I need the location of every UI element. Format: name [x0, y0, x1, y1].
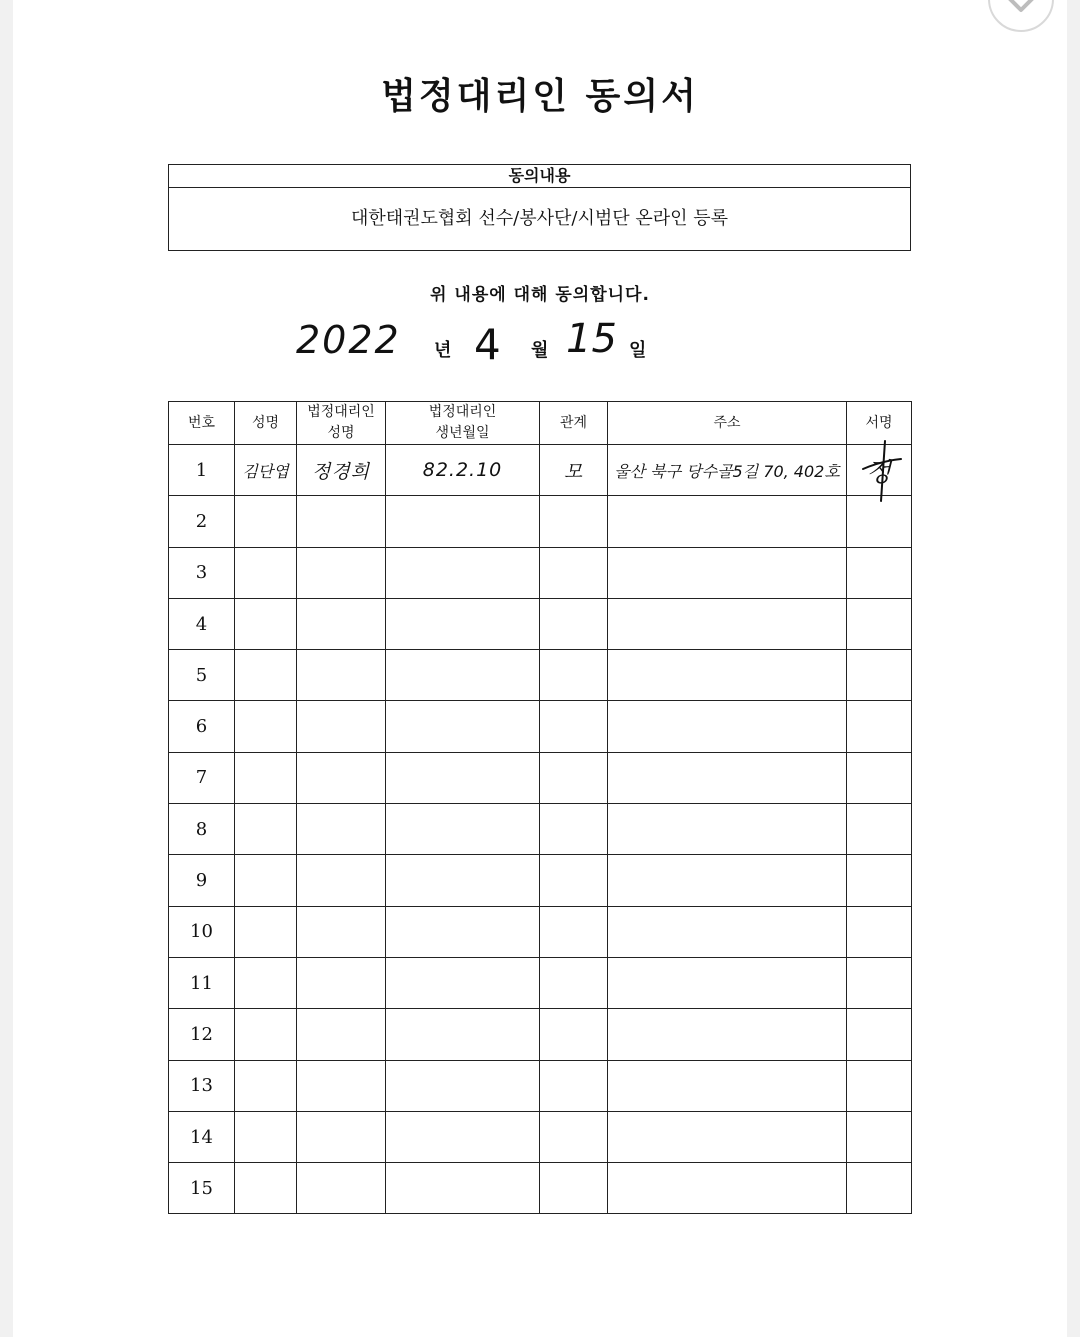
cell-signature: [847, 752, 912, 803]
cell-no: 2: [169, 496, 235, 547]
cell-birth: [386, 496, 540, 547]
table-row: [169, 1009, 912, 1060]
cell-name: [235, 1163, 297, 1214]
cell-no: 15: [169, 1163, 235, 1214]
cell-guardian-name: [297, 752, 386, 803]
cell-address: [608, 1111, 847, 1162]
cell-birth: [386, 1009, 540, 1060]
cell-name: [235, 957, 297, 1008]
agree-statement: 위 내용에 대해 동의합니다.: [430, 285, 650, 305]
cell-birth: [386, 598, 540, 649]
cell-no: 1: [169, 445, 235, 496]
cell-birth: [386, 855, 540, 906]
cell-guardian-name: [297, 547, 386, 598]
cell-relation: [540, 496, 608, 547]
cell-guardian-name: [297, 1111, 386, 1162]
table-row: [169, 906, 912, 957]
cell-no: 3: [169, 547, 235, 598]
cell-signature: [847, 445, 912, 496]
cell-address: [608, 701, 847, 752]
cell-guardian-name: [297, 957, 386, 1008]
table-row: [169, 752, 912, 803]
cell-name: [235, 855, 297, 906]
cell-relation: [540, 1163, 608, 1214]
cell-relation: [540, 752, 608, 803]
cell-no: 13: [169, 1060, 235, 1111]
cell-address: [608, 1060, 847, 1111]
header-no: 번호: [169, 402, 235, 445]
consent-box: [168, 164, 911, 251]
cell-birth: [386, 957, 540, 1008]
cell-signature: [847, 598, 912, 649]
cell-guardian-name: [297, 1163, 386, 1214]
date-day-handwritten: 15: [566, 316, 617, 362]
cell-name: [235, 496, 297, 547]
cell-address: [608, 906, 847, 957]
header-address: 주소: [608, 402, 847, 445]
date-month-handwritten: 4: [474, 320, 501, 369]
cell-name: [235, 1111, 297, 1162]
cell-relation: [540, 547, 608, 598]
cell-no: 10: [169, 906, 235, 957]
signature-stroke: [851, 435, 911, 505]
header-signature: 서명: [847, 402, 912, 445]
table-row: [169, 957, 912, 1008]
cell-relation: [540, 1111, 608, 1162]
header-guardian-birth: [386, 402, 540, 445]
cell-relation: [540, 445, 608, 496]
cell-no: 7: [169, 752, 235, 803]
cell-relation: [540, 957, 608, 1008]
cell-relation: [540, 598, 608, 649]
cell-birth: [386, 650, 540, 701]
cell-relation: [540, 855, 608, 906]
table-row: [169, 1060, 912, 1111]
header-name: 성명: [235, 402, 297, 445]
cell-name: [235, 701, 297, 752]
table-row: [169, 650, 912, 701]
table-row: [169, 1163, 912, 1214]
cell-name-handwritten: 김단엽: [242, 461, 289, 481]
cell-address: [608, 804, 847, 855]
cell-guardian-name: [297, 598, 386, 649]
cell-name: [235, 598, 297, 649]
cell-no: 5: [169, 650, 235, 701]
close-button[interactable]: [988, 0, 1054, 32]
cell-name: [235, 804, 297, 855]
cell-birth: [386, 547, 540, 598]
cell-signature: [847, 1163, 912, 1214]
cell-guardian-name: [297, 650, 386, 701]
date-month-label: 월: [531, 340, 549, 361]
cell-signature: [847, 547, 912, 598]
cell-signature: [847, 855, 912, 906]
cell-address: [608, 1163, 847, 1214]
guardian-roster-table: [168, 401, 912, 1214]
cell-signature: [847, 1060, 912, 1111]
cell-guardian-name: [297, 1009, 386, 1060]
cell-guardian-name: [297, 906, 386, 957]
cell-address: [608, 598, 847, 649]
table-row: [169, 445, 912, 496]
cell-birth: [386, 752, 540, 803]
cell-birth: [386, 445, 540, 496]
cell-no: 4: [169, 598, 235, 649]
cell-signature: [847, 1111, 912, 1162]
header-guardian-name: [297, 402, 386, 445]
cell-relation: [540, 701, 608, 752]
cell-no: 14: [169, 1111, 235, 1162]
table-row: [169, 496, 912, 547]
cell-name: [235, 445, 297, 496]
cell-birth: [386, 906, 540, 957]
cell-name: [235, 906, 297, 957]
cell-guardian-name: [297, 804, 386, 855]
cell-birth: [386, 1060, 540, 1111]
header-relation: 관계: [540, 402, 608, 445]
header-guardian-birth-line2: 생년월일: [435, 425, 490, 441]
cell-birth-handwritten: 82.2.10: [422, 459, 503, 482]
table-header-row: [169, 402, 912, 445]
consent-text: 대한태권도협회 선수/봉사단/시범단 온라인 등록: [350, 208, 729, 229]
cell-guardian-name-handwritten: 정경희: [311, 460, 371, 483]
cell-guardian-name: [297, 855, 386, 906]
cell-guardian-name: [297, 701, 386, 752]
table-row: [169, 547, 912, 598]
cell-name: [235, 547, 297, 598]
signature-handwritten: 정: [865, 457, 893, 488]
cell-address: [608, 445, 847, 496]
cell-relation: [540, 906, 608, 957]
cell-address: [608, 957, 847, 1008]
cell-address: [608, 855, 847, 906]
cell-signature: [847, 957, 912, 1008]
cell-relation: [540, 1009, 608, 1060]
cell-no: 6: [169, 701, 235, 752]
table-row: [169, 1111, 912, 1162]
close-icon: [990, 0, 1052, 30]
cell-guardian-name: [297, 445, 386, 496]
cell-name: [235, 752, 297, 803]
table-row: [169, 855, 912, 906]
cell-birth: [386, 701, 540, 752]
table-row: [169, 598, 912, 649]
cell-birth: [386, 1163, 540, 1214]
cell-signature: [847, 701, 912, 752]
cell-relation-handwritten: 모: [563, 460, 584, 483]
cell-guardian-name: [297, 496, 386, 547]
cell-birth: [386, 804, 540, 855]
cell-address: [608, 496, 847, 547]
cell-name: [235, 1060, 297, 1111]
cell-address: [608, 1009, 847, 1060]
table-row: [169, 804, 912, 855]
cell-address: [608, 547, 847, 598]
date-year-handwritten: 2022: [296, 318, 401, 362]
table-row: [169, 701, 912, 752]
document-title: 법정대리인 동의서: [381, 76, 699, 117]
cell-address: [608, 650, 847, 701]
consent-header: 동의내용: [169, 165, 910, 188]
cell-no: 12: [169, 1009, 235, 1060]
cell-relation: [540, 1060, 608, 1111]
cell-birth: [386, 1111, 540, 1162]
cell-no: 8: [169, 804, 235, 855]
cell-name: [235, 1009, 297, 1060]
cell-relation: [540, 650, 608, 701]
header-guardian-name-line2: 성명: [327, 425, 355, 441]
date-year-label: 년: [434, 340, 452, 361]
cell-address-handwritten: 울산 북구 당수골5길 70, 402호: [614, 461, 840, 481]
cell-name: [235, 650, 297, 701]
header-guardian-birth-line1: 법정대리인: [428, 404, 497, 420]
cell-signature: [847, 650, 912, 701]
cell-address: [608, 752, 847, 803]
cell-guardian-name: [297, 1060, 386, 1111]
cell-relation: [540, 804, 608, 855]
cell-signature: [847, 906, 912, 957]
date-day-label: 일: [629, 340, 647, 361]
cell-signature: [847, 1009, 912, 1060]
cell-no: 9: [169, 855, 235, 906]
cell-no: 11: [169, 957, 235, 1008]
cell-signature: [847, 804, 912, 855]
header-guardian-name-line1: 법정대리인: [307, 404, 375, 420]
